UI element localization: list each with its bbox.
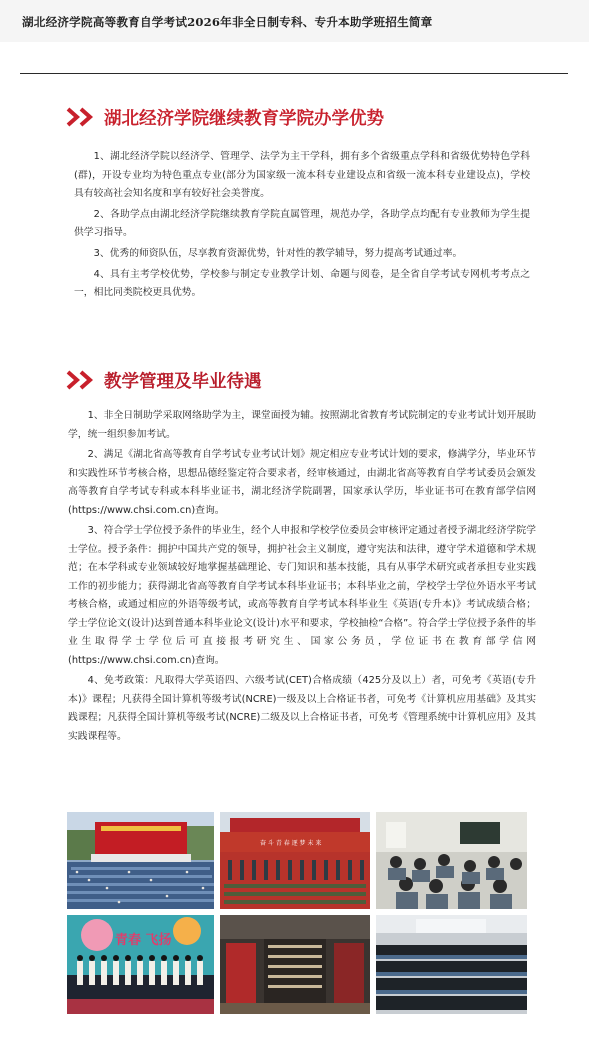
section-title: 教学管理及毕业待遇 [104,371,262,392]
paragraph: 2、各助学点由湖北经济学院继续教育学院直属管理，规范办学，各助学点均配有专业教师为学生提供学习指导。 [74,208,530,239]
stage-sign-text: 青春 飞扬 [115,933,172,948]
paragraph: 4、免考政策：凡取得大学英语四、六级考试(CET)合格成绩（425分及以上）者，可免考《英语(专升本)》课程；凡获得全国计算机等级考试(NCRE)一级及以上合格证书者，可免考《计算机应用基础》及其实践课程；凡获得全国计算机等级考试(NCRE)二级及以上合格证书者，可免考《管理系统中计算机应用》及其实践课程等。 [68,675,536,742]
paragraph: 1、湖北经济学院以经济学、管理学、法学为主干学科，拥有多个省级重点学科和省级优势特色学科(群)，开设专业均为特色重点专业(部分为国家级一流本科专业建设点和省级一流本科专业建设点)，学校具有较高社会知名度和享有较好社会美誉度。 [74,151,530,200]
double-chevron-icon [66,369,96,391]
section-heading [66,367,536,393]
section-management [66,367,536,746]
section-heading [66,104,536,130]
photo-grid [67,812,527,1014]
header-divider [20,73,568,74]
section-body [66,148,536,303]
paragraph: 3、优秀的师资队伍，尽享教育资源优势，针对性的教学辅导，努力提高考试通过率。 [93,247,463,259]
double-chevron-icon [66,106,96,128]
section-body [66,407,536,746]
paragraph: 3、符合学士学位授予条件的毕业生，经个人申报和学校学位委员会审核评定通过者授予湖北经济学院学士学位。授予条件：拥护中国共产党的领导，拥护社会主义制度，遵守宪法和法律，遵守学术道德和学术规范；在本学科或专业领域较好地掌握基础理论、专门知识和基本技能，具有从事学术研究或者承担专业实践工作的初步能力；获得湖北省高等教育自学考试本科毕业证书；本科毕业之前，学校学士学位外语水平考试考核合格，或通过相应的外语等级考试，或高等教育自学考试本科毕业生《英语(专升本)》考试成绩合格；学士学位论文(设计)达到普通本科毕业论文(设计)水平和要求，学校抽检“合格”。符合学士学位授予条件的毕业生取得学士学位后可直接报考研究生、国家公务员，学位证书在教育部学信网(https://www.chsi.com.cn)查询。 [68,525,536,666]
opening-ceremony-photo [67,812,214,909]
header-bar [0,0,589,42]
classroom-photo [376,812,527,909]
lecture-hall-photo [376,915,527,1014]
section-advantages [66,104,536,303]
paragraph: 4、具有主考学校优势，学校参与制定专业教学计划、命题与阅卷，是全省自学考试专网机考考点之一，相比同类院校更具优势。 [74,268,530,299]
military-training-photo [220,812,370,909]
banner-text: 奋 斗 青 春 逐 梦 未 来 [260,840,322,847]
paragraph: 1、非全日制助学采取网络助学为主，课堂面授为辅。按照湖北省教育考试院制定的专业考试计划开展助学，统一组织参加考试。 [68,410,536,440]
section-title: 湖北经济学院继续教育学院办学优势 [104,108,384,129]
choir-performance-photo [67,915,214,1014]
library-photo [220,915,370,1014]
paragraph: 2、满足《湖北省高等教育自学考试专业考试计划》规定相应专业考试计划的要求，修满学分，毕业环节和实践性环节考核合格，思想品德经鉴定符合要求者，经审核通过，由湖北省高等教育自学考试委员会颁发高等教育自学考试专科或本科毕业证书，湖北经济学院副署，国家承认学历，毕业证书可在教育部学信网(https://www.chsi.com.cn)查询。 [68,449,536,516]
page-title: 湖北经济学院高等教育自学考试2026年非全日制专科、专升本助学班招生简章 [22,15,433,29]
